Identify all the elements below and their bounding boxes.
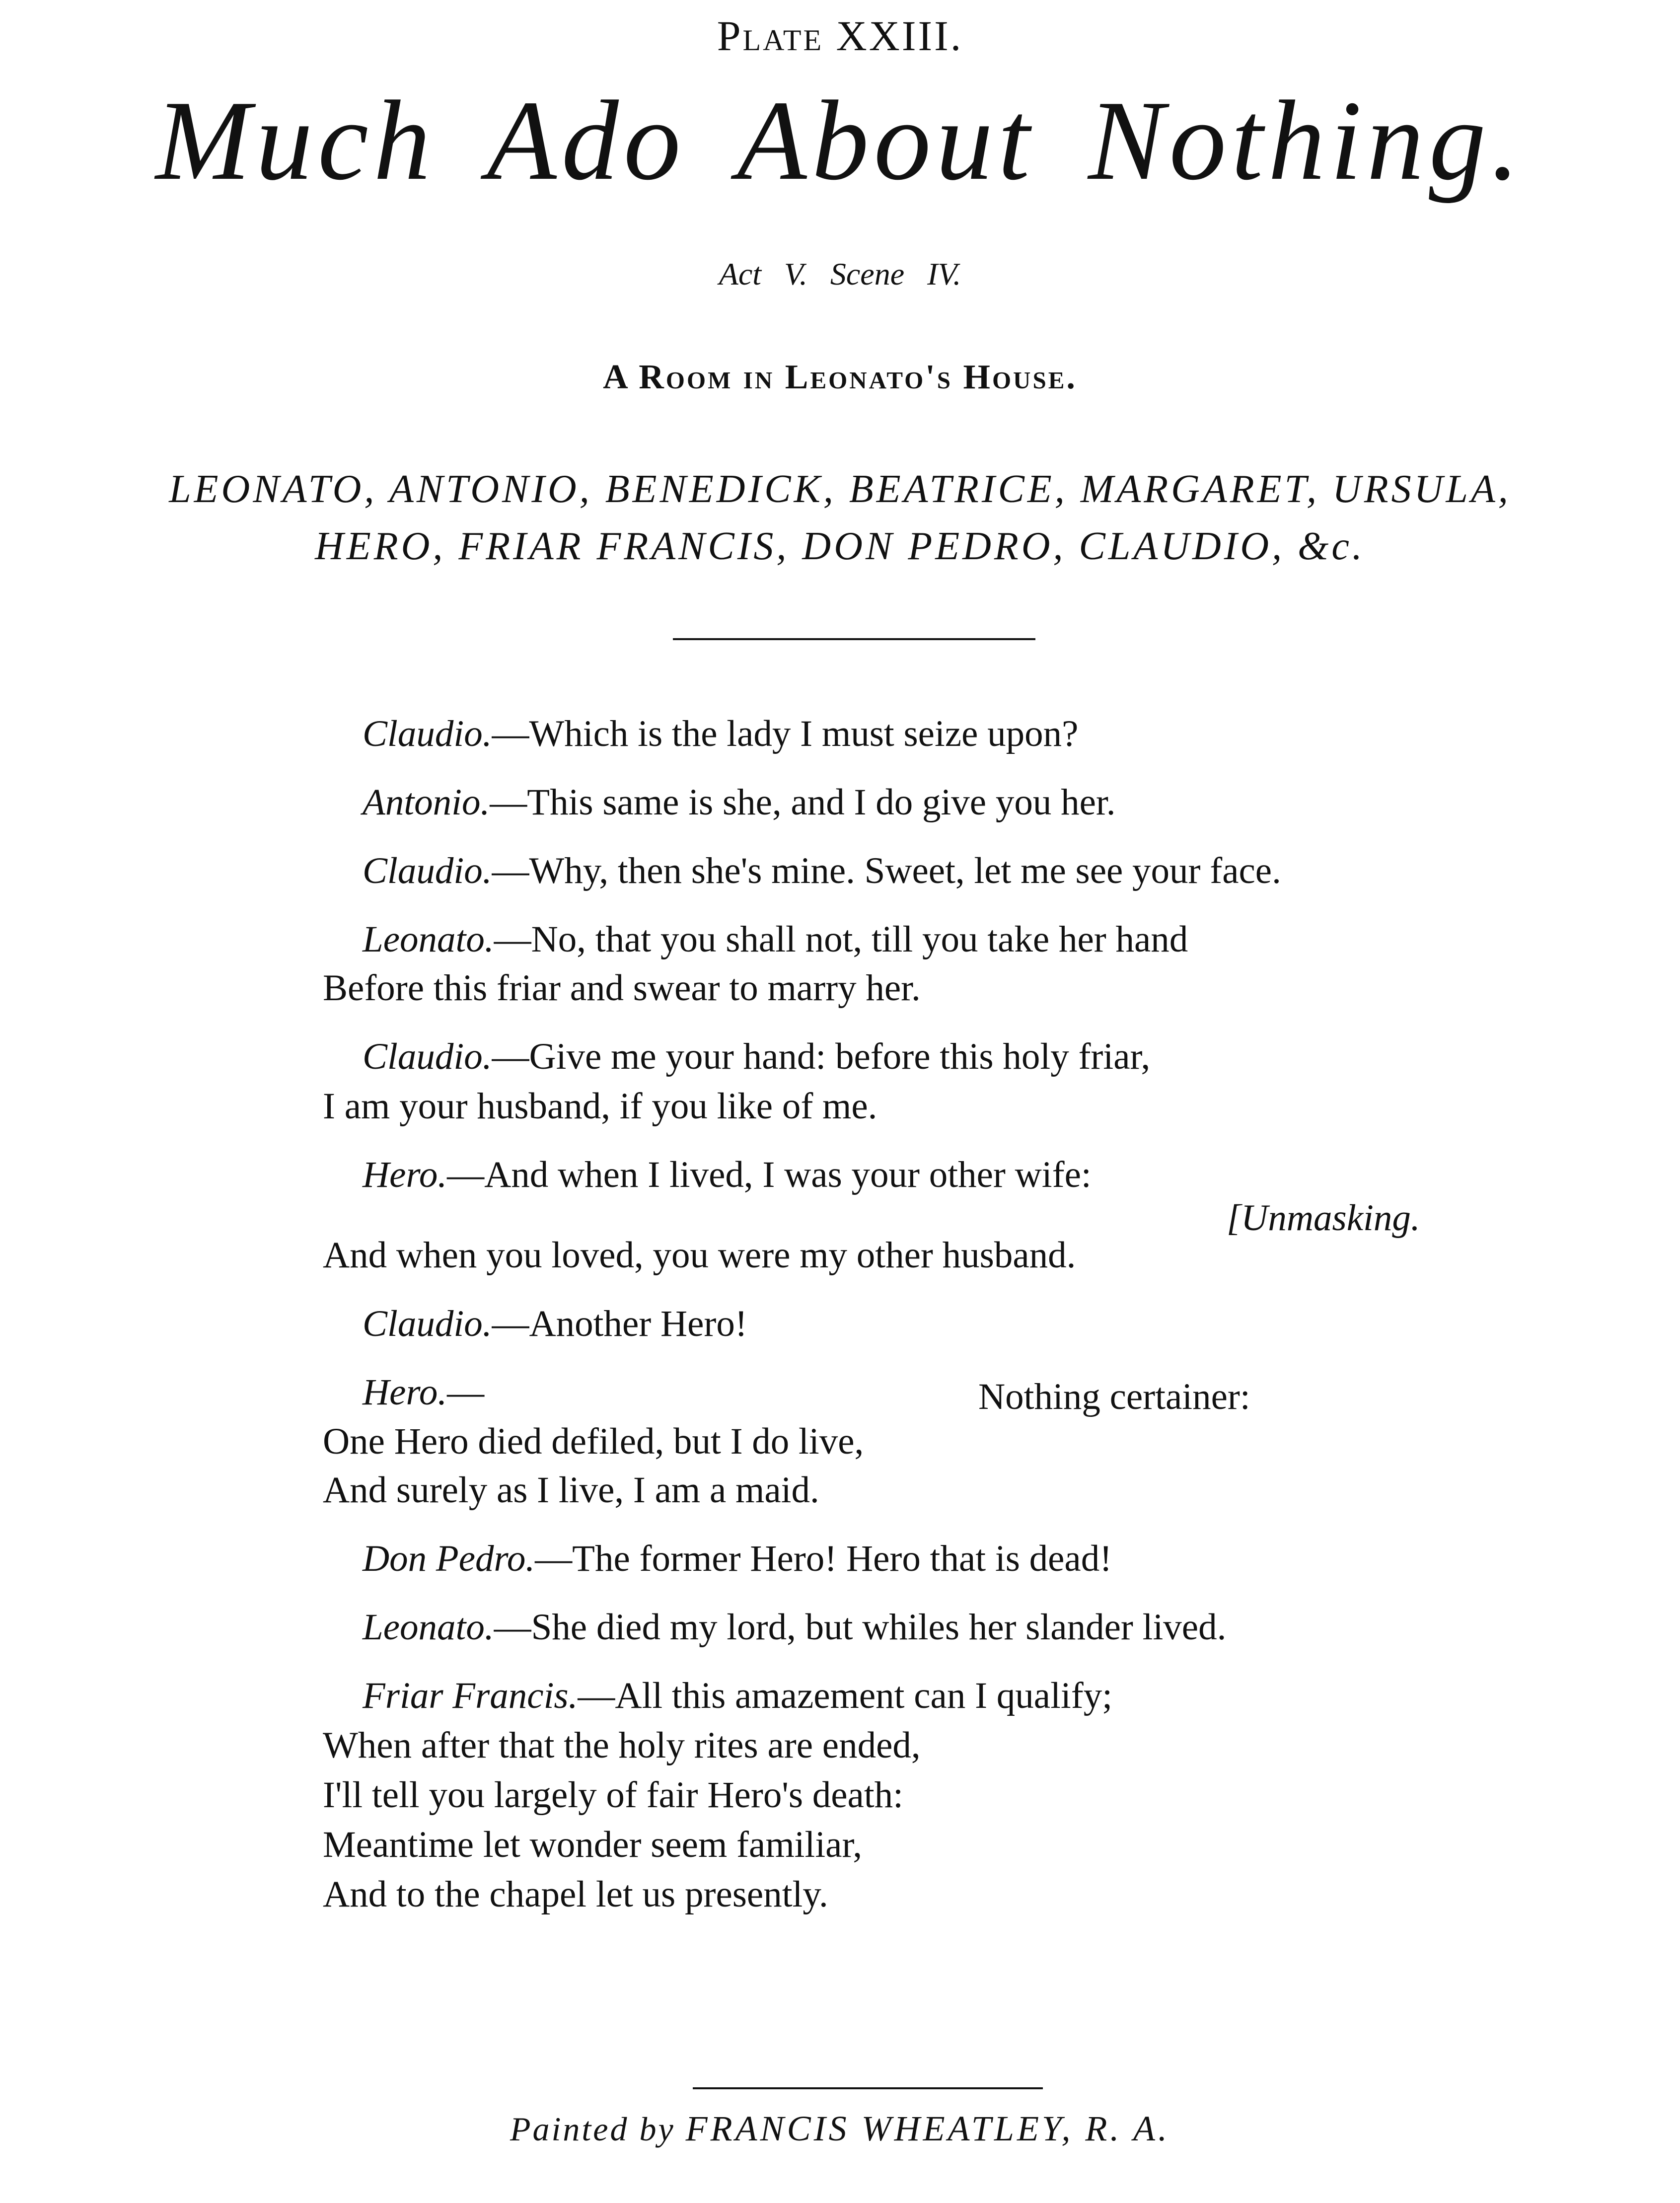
speech-text: —Why, then she's mine. Sweet, let me see your face. [492,850,1281,891]
speech-text: Before this friar and swear to marry her. [323,967,921,1009]
speech-text: —Give me your hand: before this holy friar, [492,1036,1151,1077]
dialogue-line-19 [323,1826,862,1863]
top-divider [673,638,1035,640]
speech-text: —And when I lived, I was your other wife: [447,1154,1092,1195]
speech-text: I am your husband, if you like of me. [323,1086,877,1127]
speaker-name: Claudio. [363,1303,492,1344]
dialogue-line-17 [323,1727,921,1764]
speech-text: —All this amazement can I qualify; [578,1675,1113,1716]
dialogue-line-8 [363,1156,1092,1193]
scene-label: Scene IV. [830,256,961,292]
dialogue-line-16 [363,1677,1112,1714]
dialogue-line-20 [323,1876,828,1913]
speaker-name: Hero. [363,1154,447,1195]
characters-line-2: HERO, FRIAR FRANCIS, DON PEDRO, CLAUDIO, &c. [315,524,1365,568]
speaker-name: Don Pedro. [363,1538,535,1579]
speaker-name: Friar Francis. [363,1675,578,1716]
dialogue-line-11 [363,1374,484,1411]
speech-text: And when you loved, you were my other husband. [323,1235,1076,1276]
dialogue-line-7 [323,1088,877,1125]
dialogue-line-9 [323,1237,1076,1274]
plate-number: XXIII. [836,12,963,60]
speech-text: —She died my lord, but whiles her slander lived. [494,1607,1227,1648]
speech-text: And surely as I live, I am a maid. [323,1469,819,1511]
speech-text: When after that the holy rites are ended, [323,1725,921,1766]
plate-heading [0,11,1680,61]
credit-artist: FRANCIS WHEATLEY, R. A. [685,2109,1170,2148]
dialogue-line-18 [323,1776,903,1814]
painter-credit [0,2108,1680,2149]
speech-text: —Which is the lady I must seize upon? [492,713,1079,754]
act-scene [0,256,1680,293]
speech-text: —The former Hero! Hero that is dead! [535,1538,1112,1579]
speech-text: —This same is she, and I do give you her. [490,782,1116,823]
characters-line-1: LEONATO, ANTONIO, BENEDICK, BEATRICE, MARGARET, URSULA, [169,467,1511,511]
scene-location: A Room in Leonato's House. [603,358,1077,396]
stage-direction: [Unmasking. [1227,1197,1420,1239]
dialogue-line-5 [323,969,921,1007]
dialogue-line-6 [363,1038,1150,1075]
act-label: Act V. [719,256,807,292]
speech-text: —No, that you shall not, till you take her hand [494,919,1188,960]
hero-continuation: Nothing certainer: [978,1376,1250,1417]
dialogue-line-15 [363,1609,1226,1646]
speaker-name: Claudio. [363,713,492,754]
plate-prefix: Plate [717,12,824,60]
dialogue-line-3 [363,852,1281,889]
speaker-name: Claudio. [363,850,492,891]
speaker-name: Antonio. [363,782,490,823]
dialogue-line-10 [363,1305,747,1342]
speech-text: —Another Hero! [492,1303,747,1344]
dialogue-line-4 [363,921,1188,958]
speech-text: I'll tell you largely of fair Hero's death: [323,1774,904,1816]
play-title: Much Ado About Nothing. [155,77,1525,204]
speech-text: — [447,1372,485,1413]
speech-text: Meantime let wonder seem familiar, [323,1824,863,1865]
bottom-divider [693,2087,1043,2089]
speaker-name: Hero. [363,1372,447,1413]
speaker-name: Claudio. [363,1036,492,1077]
credit-prefix: Painted by [510,2110,675,2148]
speaker-name: Leonato. [363,919,494,960]
dialogue-line-12 [323,1423,864,1460]
dialogue-line-2 [363,784,1115,821]
dialogue-line-1 [363,715,1078,752]
dialogue-line-14 [363,1540,1112,1577]
speech-text: One Hero died defiled, but I do live, [323,1421,864,1462]
speech-text: And to the chapel let us presently. [323,1874,828,1915]
speaker-name: Leonato. [363,1607,494,1648]
dialogue-line-13 [323,1471,819,1509]
